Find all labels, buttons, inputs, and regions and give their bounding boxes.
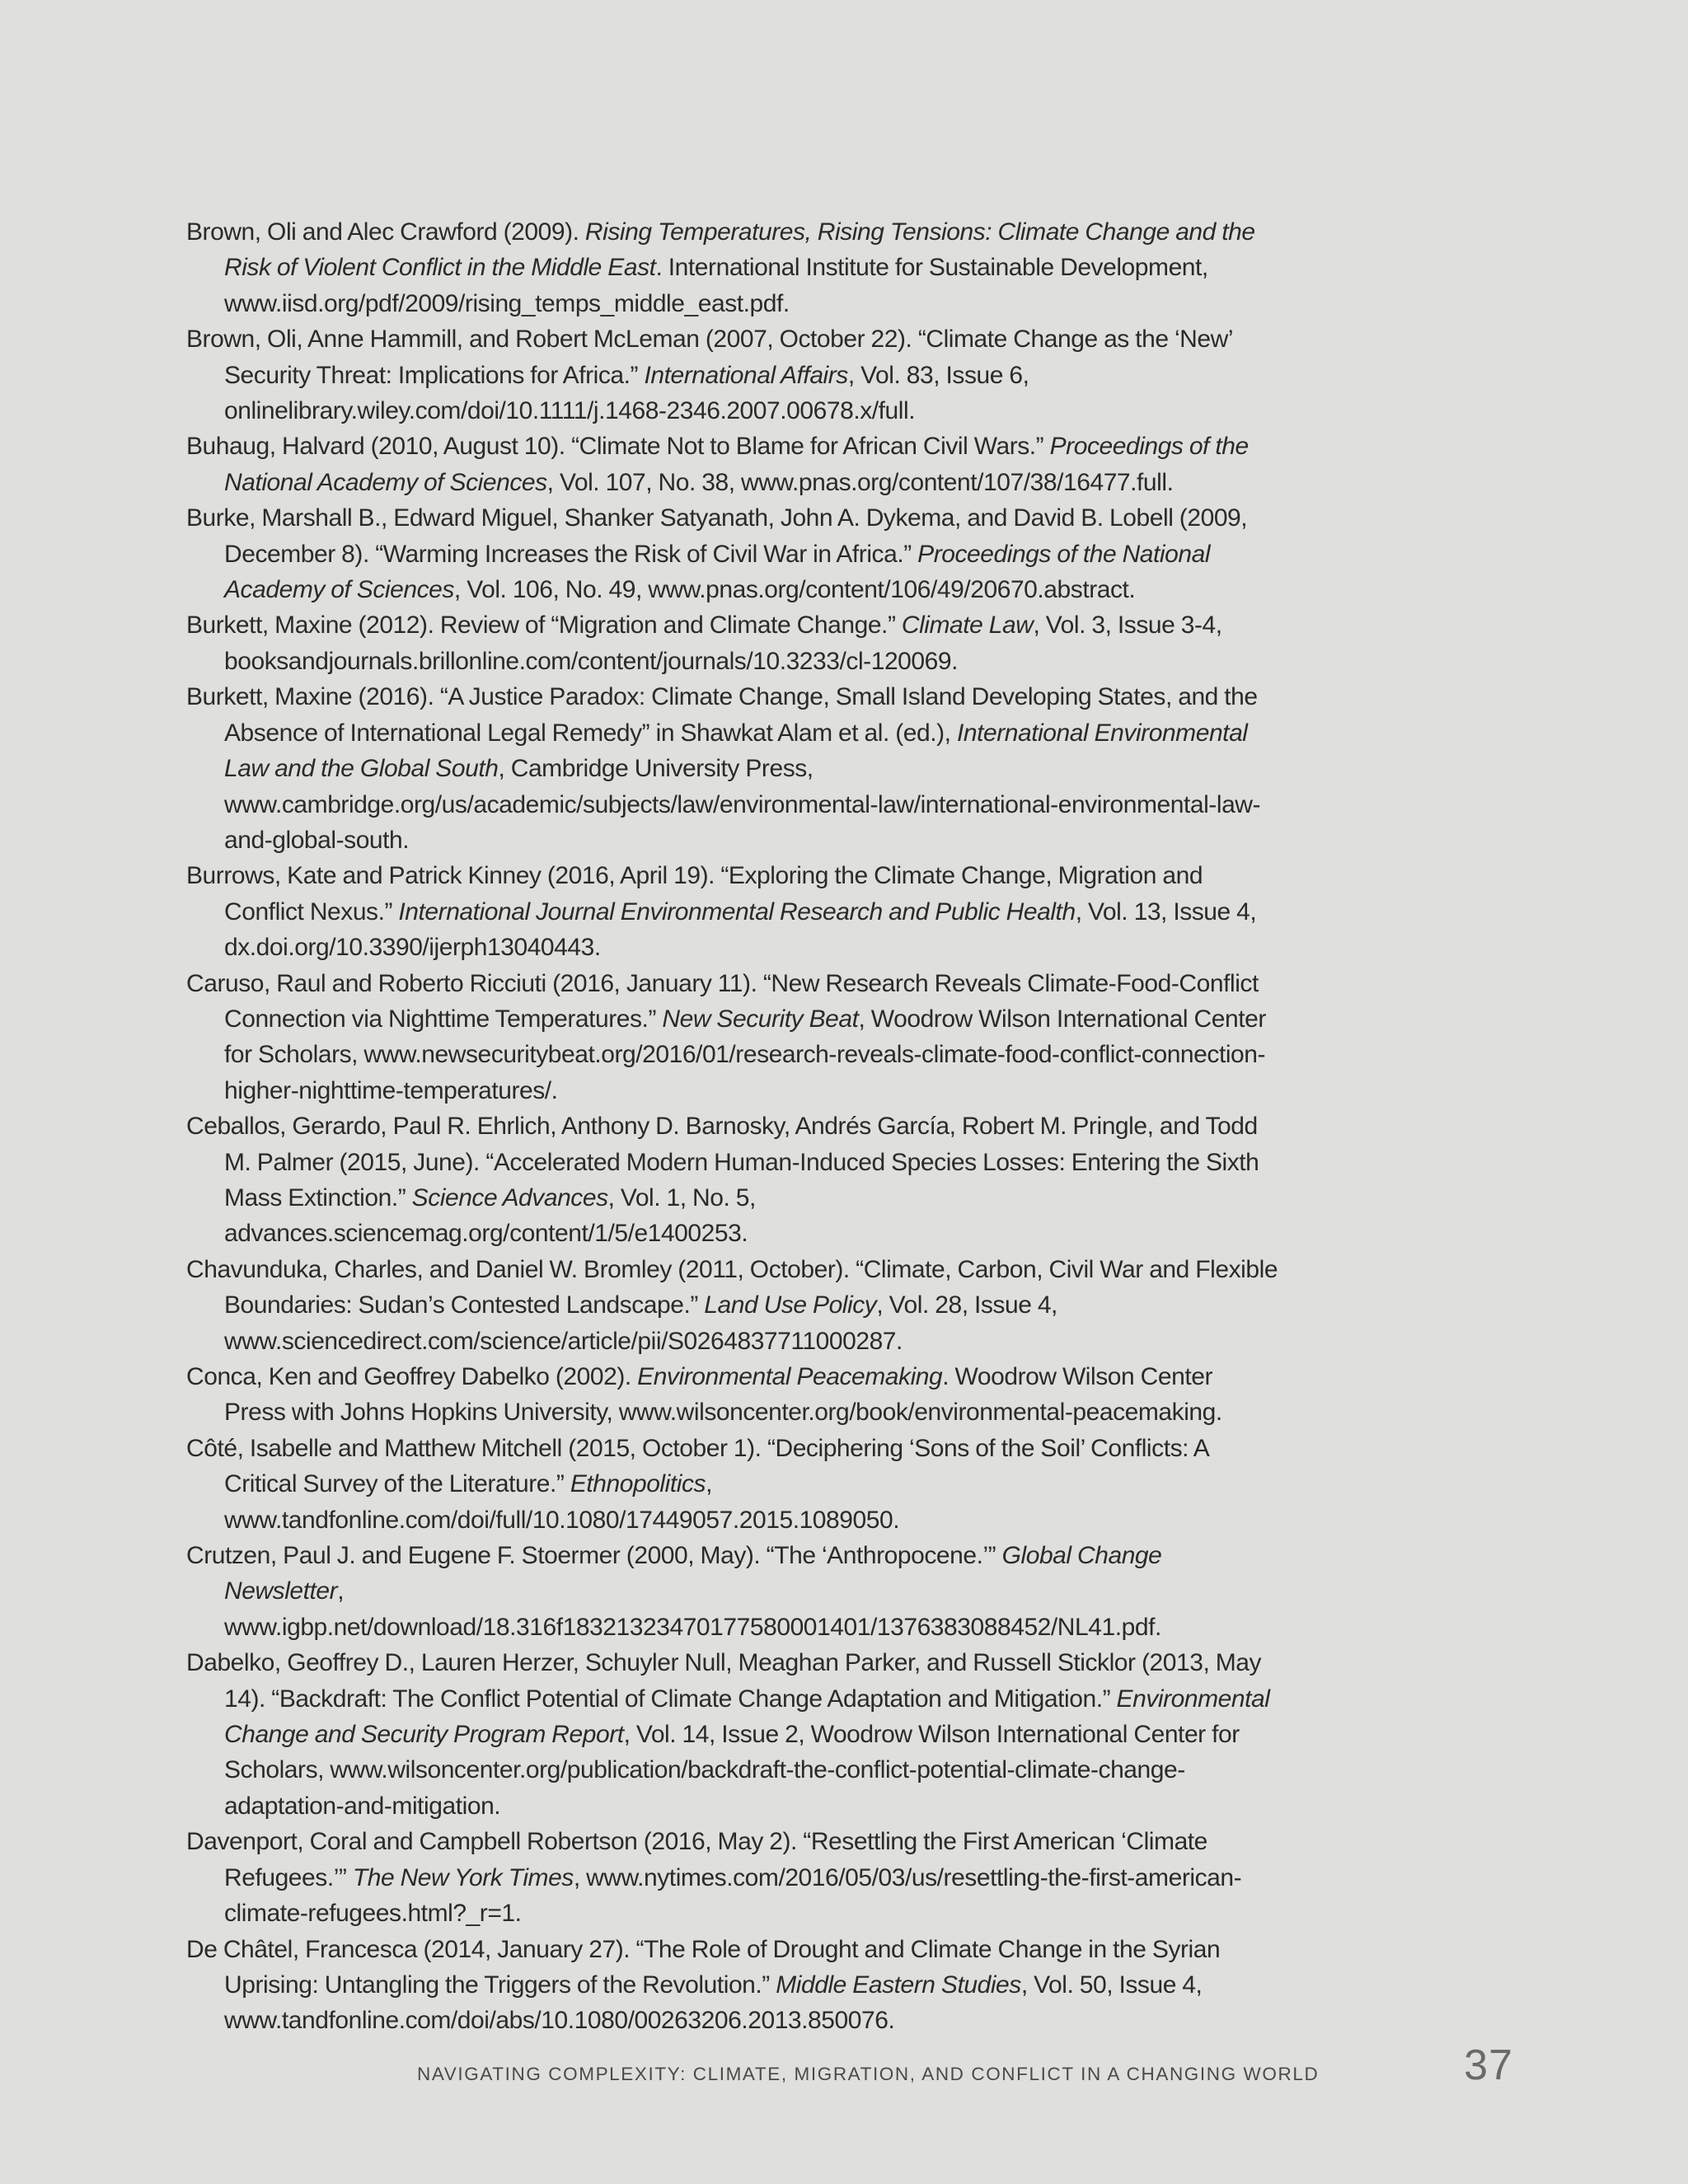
reference-authors-date: Dabelko, Geoffrey D., Lauren Herzer, Schuyler Null, Meaghan Parker, and Russell Sticklor (2013, May 14). “Backdraft: The Conflict Potential of Climate Change Adaptation and Mitigation.” [186, 1649, 1262, 1713]
reference-title: International Affairs [644, 361, 848, 389]
reference-title: Proceedings of the National Academy of Sciences [224, 433, 1249, 496]
reference-title: Global Change Newsletter [224, 1542, 1162, 1605]
reference-authors-date: De Châtel, Francesca (2014, January 27). “The Role of Drought and Climate Change in the Syrian Uprising: Untangling the Triggers of the Revolution.” [186, 1935, 1221, 1999]
reference-details: . Woodrow Wilson Center Press with Johns Hopkins University, www.wilsoncenter.org/book/environmental-peacemaking. [224, 1363, 1222, 1427]
reference-title: Science Advances [411, 1183, 608, 1212]
reference-entry [186, 1824, 1279, 1931]
reference-authors-date: Conca, Ken and Geoffrey Dabelko (2002). [186, 1363, 638, 1390]
reference-details: , Vol. 28, Issue 4, www.sciencedirect.com/science/article/pii/S0264837711000287. [224, 1291, 1057, 1355]
reference-entry [186, 500, 1279, 607]
reference-authors-date: Brown, Oli and Alec Crawford (2009). [186, 218, 585, 246]
reference-authors-date: Chavunduka, Charles, and Daniel W. Bromley (2011, October). “Climate, Carbon, Civil War and Flexible Boundaries: Sudan’s Contested Landscape.” [186, 1255, 1278, 1319]
reference-title: Rising Temperatures, Rising Tensions: Climate Change and the Risk of Violent Conflict in the Middle East [224, 218, 1255, 282]
reference-title: New Security Beat [662, 1005, 859, 1033]
reference-entry [186, 1645, 1279, 1824]
reference-details: , Woodrow Wilson International Center for Scholars, www.newsecuritybeat.org/2016/01/research-reveals-climate-food-conflict-connection-higher-nighttime-temperatures/. [224, 1005, 1266, 1104]
reference-entry [186, 607, 1279, 679]
reference-details: , www.nytimes.com/2016/05/03/us/resettling-the-first-american-climate-refugees.html?_r=1. [224, 1863, 1242, 1928]
reference-entry [186, 858, 1279, 965]
reference-details: , Vol. 1, No. 5, advances.sciencemag.org/content/1/5/e1400253. [224, 1183, 756, 1248]
reference-authors-date: Brown, Oli, Anne Hammill, and Robert McLeman (2007, October 22). “Climate Change as the ‘New’ Security Threat: Implications for Africa.” [186, 326, 1232, 389]
reference-title: Climate Law [901, 612, 1034, 640]
reference-details: , Vol. 14, Issue 2, Woodrow Wilson International Center for Scholars, www.wilsoncenter.org/publication/backdraft-the-conflict-potential-climate-change-adaptation-and-mitigation. [224, 1721, 1240, 1820]
reference-details: , Vol. 50, Issue 4, www.tandfonline.com/doi/abs/10.1080/00263206.2013.850076. [224, 1971, 1203, 2035]
reference-entry [186, 966, 1279, 1109]
reference-authors-date: Crutzen, Paul J. and Eugene F. Stoermer (2000, May). “The ‘Anthropocene.’” [186, 1542, 1002, 1570]
running-footer-title: NAVIGATING COMPLEXITY: CLIMATE, MIGRATION, AND CONFLICT IN A CHANGING WORLD [417, 2064, 1320, 2084]
reference-title: The New York Times [352, 1863, 574, 1891]
reference-authors-date: Burkett, Maxine (2016). “A Justice Paradox: Climate Change, Small Island Developing States, and the Absence of International Legal Remedy” in Shawkat Alam et al. (ed.), [186, 683, 1258, 747]
reference-title: Proceedings of the National Academy of Sciences [224, 540, 1211, 604]
reference-details: . International Institute for Sustainable Development, www.iisd.org/pdf/2009/rising_temps_middle_east.pdf. [224, 254, 1208, 317]
reference-authors-date: Davenport, Coral and Campbell Robertson (2016, May 2). “Resettling the First American ‘Climate Refugees.’” [186, 1828, 1207, 1891]
reference-entry [186, 214, 1279, 321]
reference-title: Environmental Peacemaking [637, 1363, 943, 1390]
reference-authors-date: Buhaug, Halvard (2010, August 10). “Climate Not to Blame for African Civil Wars.” [186, 433, 1050, 461]
reference-authors-date: Ceballos, Gerardo, Paul R. Ehrlich, Anthony D. Barnosky, Andrés García, Robert M. Pringle, and Todd M. Palmer (2015, June). “Accelerated Modern Human-Induced Species Losses: Entering the Sixth Mass Extinction.” [186, 1113, 1259, 1212]
reference-authors-date: Burke, Marshall B., Edward Miguel, Shanker Satyanath, John A. Dykema, and David B. Lobell (2009, December 8). “Warming Increases the Risk of Civil War in Africa.” [186, 504, 1248, 568]
reference-details: , Vol. 107, No. 38, www.pnas.org/content/107/38/16477.full. [546, 468, 1174, 496]
reference-entry [186, 1431, 1279, 1538]
reference-entry [186, 679, 1279, 858]
reference-title: Ethnopolitics [570, 1470, 706, 1498]
reference-title: International Journal Environmental Research and Public Health [398, 898, 1076, 926]
reference-details: , Vol. 83, Issue 6, onlinelibrary.wiley.com/doi/10.1111/j.1468-2346.2007.00678.x/full. [224, 361, 1029, 425]
reference-list [186, 214, 1279, 2039]
reference-entry [186, 1932, 1279, 2039]
reference-title: Land Use Policy [704, 1291, 877, 1319]
reference-details: , Vol. 13, Issue 4, dx.doi.org/10.3390/ijerph13040443. [224, 898, 1257, 962]
reference-details: , Vol. 3, Issue 3-4, booksandjournals.brillonline.com/content/journals/10.3233/cl-120069. [224, 612, 1222, 675]
reference-title: Environmental Change and Security Program Report [224, 1685, 1270, 1749]
reference-details: , Vol. 106, No. 49, www.pnas.org/content/106/49/20670.abstract. [453, 576, 1136, 604]
reference-entry [186, 1108, 1279, 1252]
reference-entry [186, 1359, 1279, 1431]
page-number: 37 [1464, 2041, 1513, 2089]
reference-details: , www.igbp.net/download/18.316f18321323470177580001401/1376383088452/NL41.pdf. [224, 1577, 1161, 1641]
reference-authors-date: Côté, Isabelle and Matthew Mitchell (2015, October 1). “Deciphering ‘Sons of the Soil’ Conflicts: A Critical Survey of the Literature.” [186, 1434, 1208, 1498]
reference-entry [186, 321, 1279, 429]
reference-title: Middle Eastern Studies [776, 1971, 1021, 1999]
reference-entry [186, 1538, 1279, 1645]
reference-details: , www.tandfonline.com/doi/full/10.1080/17449057.2015.1089050. [224, 1470, 900, 1534]
reference-details: , Cambridge University Press, www.cambridge.org/us/academic/subjects/law/environmental-law/international-environmental-law-and-global-south. [224, 755, 1261, 854]
reference-entry [186, 1252, 1279, 1359]
reference-entry [186, 429, 1279, 500]
reference-authors-date: Burrows, Kate and Patrick Kinney (2016, April 19). “Exploring the Climate Change, Migration and Conflict Nexus.” [186, 862, 1203, 926]
reference-authors-date: Burkett, Maxine (2012). Review of “Migration and Climate Change.” [186, 612, 902, 640]
reference-title: International Environmental Law and the Global South [224, 719, 1248, 783]
reference-authors-date: Caruso, Raul and Roberto Ricciuti (2016, January 11). “New Research Reveals Climate-Food-Conflict Connection via Nighttime Temperatures.” [186, 969, 1259, 1033]
